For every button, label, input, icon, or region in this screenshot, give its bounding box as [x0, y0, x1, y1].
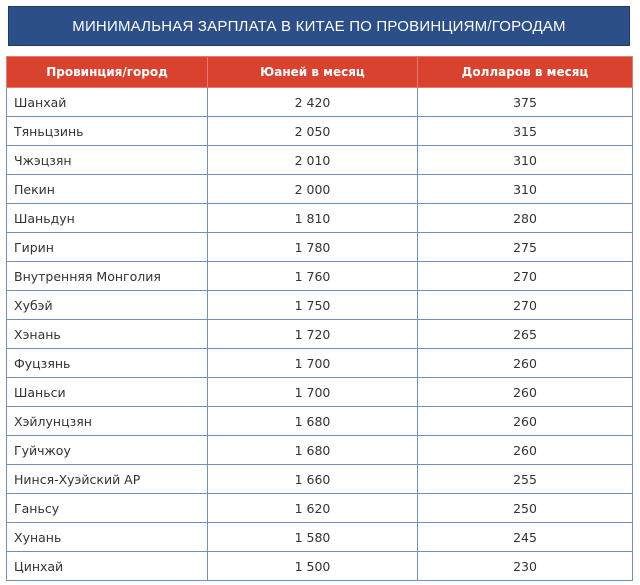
cell-usd: 270	[418, 291, 633, 320]
cell-yuan: 1 700	[208, 349, 418, 378]
title-banner	[8, 6, 630, 46]
cell-usd: 310	[418, 175, 633, 204]
cell-usd: 260	[418, 436, 633, 465]
cell-yuan: 1 580	[208, 523, 418, 552]
table-row	[7, 465, 633, 494]
table-row	[7, 88, 633, 117]
cell-usd: 265	[418, 320, 633, 349]
table-row	[7, 146, 633, 175]
table-row	[7, 349, 633, 378]
cell-region: Шаньдун	[7, 204, 208, 233]
table-row	[7, 378, 633, 407]
table-row	[7, 523, 633, 552]
table-row	[7, 117, 633, 146]
cell-yuan: 1 810	[208, 204, 418, 233]
table-row	[7, 320, 633, 349]
table-row	[7, 552, 633, 581]
cell-yuan: 2 050	[208, 117, 418, 146]
table-body	[7, 88, 633, 581]
cell-yuan: 1 760	[208, 262, 418, 291]
table-row	[7, 291, 633, 320]
cell-region: Хубэй	[7, 291, 208, 320]
cell-region: Чжэцзян	[7, 146, 208, 175]
cell-usd: 260	[418, 349, 633, 378]
cell-yuan: 1 750	[208, 291, 418, 320]
table-row	[7, 494, 633, 523]
table-row	[7, 233, 633, 262]
cell-yuan: 1 620	[208, 494, 418, 523]
cell-yuan: 1 780	[208, 233, 418, 262]
cell-usd: 315	[418, 117, 633, 146]
header-yuan: Юаней в месяц	[208, 57, 418, 88]
header-region: Провинция/город	[7, 57, 208, 88]
cell-usd: 260	[418, 378, 633, 407]
cell-yuan: 1 680	[208, 407, 418, 436]
cell-yuan: 1 720	[208, 320, 418, 349]
header-usd: Долларов в месяц	[418, 57, 633, 88]
cell-region: Нинся-Хуэйский АР	[7, 465, 208, 494]
cell-yuan: 2 420	[208, 88, 418, 117]
cell-region: Внутренняя Монголия	[7, 262, 208, 291]
cell-region: Пекин	[7, 175, 208, 204]
table-row	[7, 175, 633, 204]
cell-usd: 260	[418, 407, 633, 436]
salary-table	[6, 56, 633, 581]
cell-region: Шаньси	[7, 378, 208, 407]
table-header-row	[7, 57, 633, 88]
cell-yuan: 1 500	[208, 552, 418, 581]
cell-region: Хунань	[7, 523, 208, 552]
cell-region: Цинхай	[7, 552, 208, 581]
table-row	[7, 204, 633, 233]
cell-region: Ганьсу	[7, 494, 208, 523]
cell-region: Фуцзянь	[7, 349, 208, 378]
cell-yuan: 1 700	[208, 378, 418, 407]
cell-region: Шанхай	[7, 88, 208, 117]
cell-region: Хэйлунцзян	[7, 407, 208, 436]
cell-usd: 310	[418, 146, 633, 175]
cell-usd: 375	[418, 88, 633, 117]
cell-yuan: 2 010	[208, 146, 418, 175]
cell-usd: 230	[418, 552, 633, 581]
page-title: МИНИМАЛЬНАЯ ЗАРПЛАТА В КИТАЕ ПО ПРОВИНЦИЯМ/ГОРОДАМ	[72, 17, 566, 35]
cell-usd: 270	[418, 262, 633, 291]
table-row	[7, 407, 633, 436]
cell-usd: 255	[418, 465, 633, 494]
cell-region: Гуйчжоу	[7, 436, 208, 465]
cell-usd: 245	[418, 523, 633, 552]
cell-usd: 275	[418, 233, 633, 262]
cell-yuan: 1 680	[208, 436, 418, 465]
cell-region: Хэнань	[7, 320, 208, 349]
cell-region: Тяньцзинь	[7, 117, 208, 146]
table-row	[7, 262, 633, 291]
cell-region: Гирин	[7, 233, 208, 262]
cell-yuan: 2 000	[208, 175, 418, 204]
cell-yuan: 1 660	[208, 465, 418, 494]
cell-usd: 250	[418, 494, 633, 523]
table-row	[7, 436, 633, 465]
cell-usd: 280	[418, 204, 633, 233]
